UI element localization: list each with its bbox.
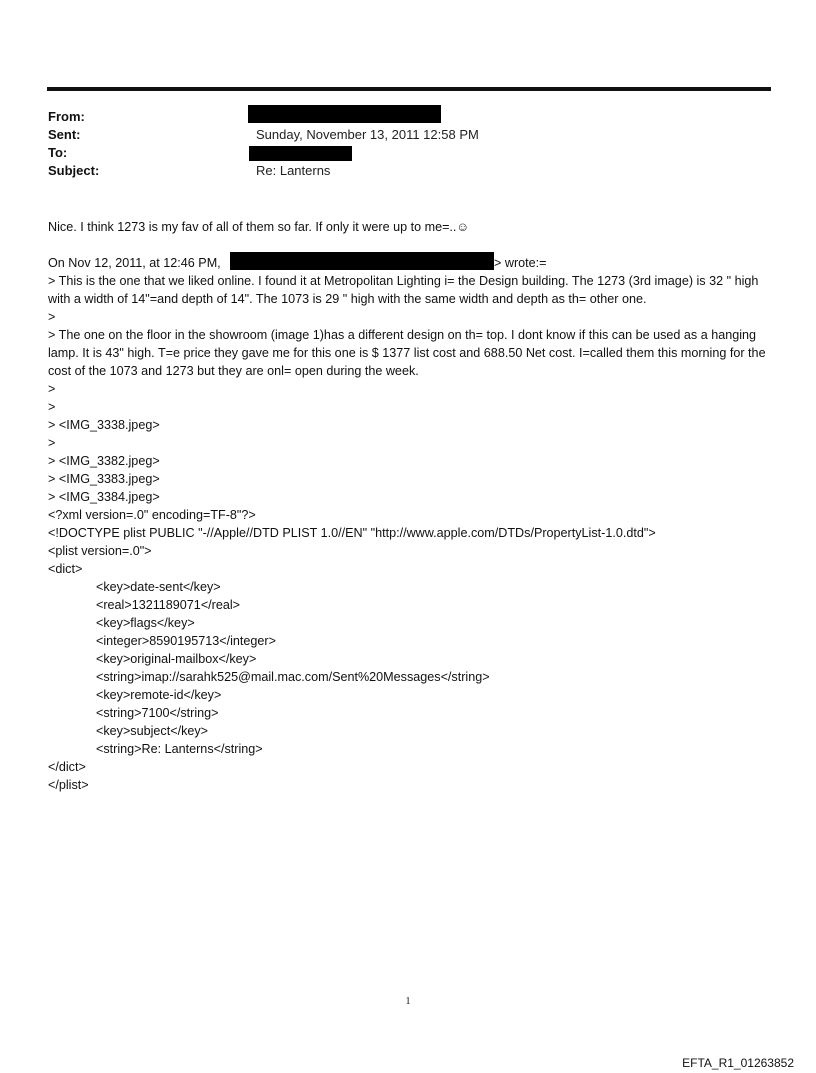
- xml-line: <key>subject</key>: [96, 724, 209, 738]
- subject-value: Re: Lanterns: [256, 163, 331, 178]
- xml-line: <key>flags</key>: [96, 616, 195, 630]
- quoted-line: >: [48, 382, 56, 396]
- xml-line: <string>7100</string>: [96, 706, 219, 720]
- xml-line: <!DOCTYPE plist PUBLIC "-//Apple//DTD PLIST 1.0//EN" "http://www.apple.com/DTDs/PropertyList-1.0.dtd">: [48, 526, 656, 540]
- sent-value: Sunday, November 13, 2011 12:58 PM: [256, 127, 479, 142]
- attachment-line: > <IMG_3338.jpeg>: [48, 418, 160, 432]
- xml-line: <key>original-mailbox</key>: [96, 652, 257, 666]
- xml-line: </dict>: [48, 760, 86, 774]
- from-redaction: [248, 105, 441, 123]
- quoted-line: >: [48, 310, 56, 324]
- reply-text: Nice. I think 1273 is my fav of all of them so far. If only it were up to me=..☺: [48, 220, 470, 234]
- quote-intro-suffix: > wrote:=: [494, 256, 547, 270]
- attachment-line: > <IMG_3384.jpeg>: [48, 490, 160, 504]
- page-number: 1: [405, 996, 411, 1007]
- quoted-line: >: [48, 436, 56, 450]
- quoted-paragraph-2: > The one on the floor in the showroom (image 1)has a different design on th= top. I dont know if this can be used as a hanging lamp. It is 43" high. T=e price they gave me for this one is $ 1377 list cost and 688.50 Net cost. I=called them this morning for the cost of the 1073 and 1273 but they are onl= open during the week.: [48, 328, 766, 378]
- xml-line: <key>remote-id</key>: [96, 688, 222, 702]
- sender-redaction: [230, 252, 494, 270]
- sent-label: Sent:: [48, 127, 81, 142]
- attachment-line: > <IMG_3382.jpeg>: [48, 454, 160, 468]
- quoted-line: >: [48, 400, 56, 414]
- to-label: To:: [48, 145, 68, 160]
- header-rule: [47, 87, 771, 91]
- xml-line: <key>date-sent</key>: [96, 580, 221, 594]
- quote-intro-prefix: On Nov 12, 2011, at 12:46 PM,: [48, 256, 221, 270]
- to-redaction: [249, 146, 352, 161]
- xml-line: <string>Re: Lanterns</string>: [96, 742, 263, 756]
- attachment-line: > <IMG_3383.jpeg>: [48, 472, 160, 486]
- xml-line: <plist version=.0">: [48, 544, 152, 558]
- xml-line: <real>1321189071</real>: [96, 598, 241, 612]
- quoted-paragraph-1: > This is the one that we liked online. I found it at Metropolitan Lighting i= the Design building. The 1273 (3rd image) is 32 " high with a width of 14"=and depth of 14". The 1073 is 29 " high with the same width and depth as th= other one.: [48, 274, 759, 306]
- xml-line: <string>imap://sarahk525@mail.mac.com/Sent%20Messages</string>: [96, 670, 490, 684]
- xml-line: </plist>: [48, 778, 89, 792]
- xml-line: <?xml version=.0" encoding=TF-8"?>: [48, 508, 256, 522]
- subject-label: Subject:: [48, 163, 100, 178]
- xml-line: <integer>8590195713</integer>: [96, 634, 276, 648]
- xml-line: <dict>: [48, 562, 83, 576]
- bates-number: EFTA_R1_01263852: [682, 1056, 794, 1070]
- from-label: From:: [48, 109, 85, 124]
